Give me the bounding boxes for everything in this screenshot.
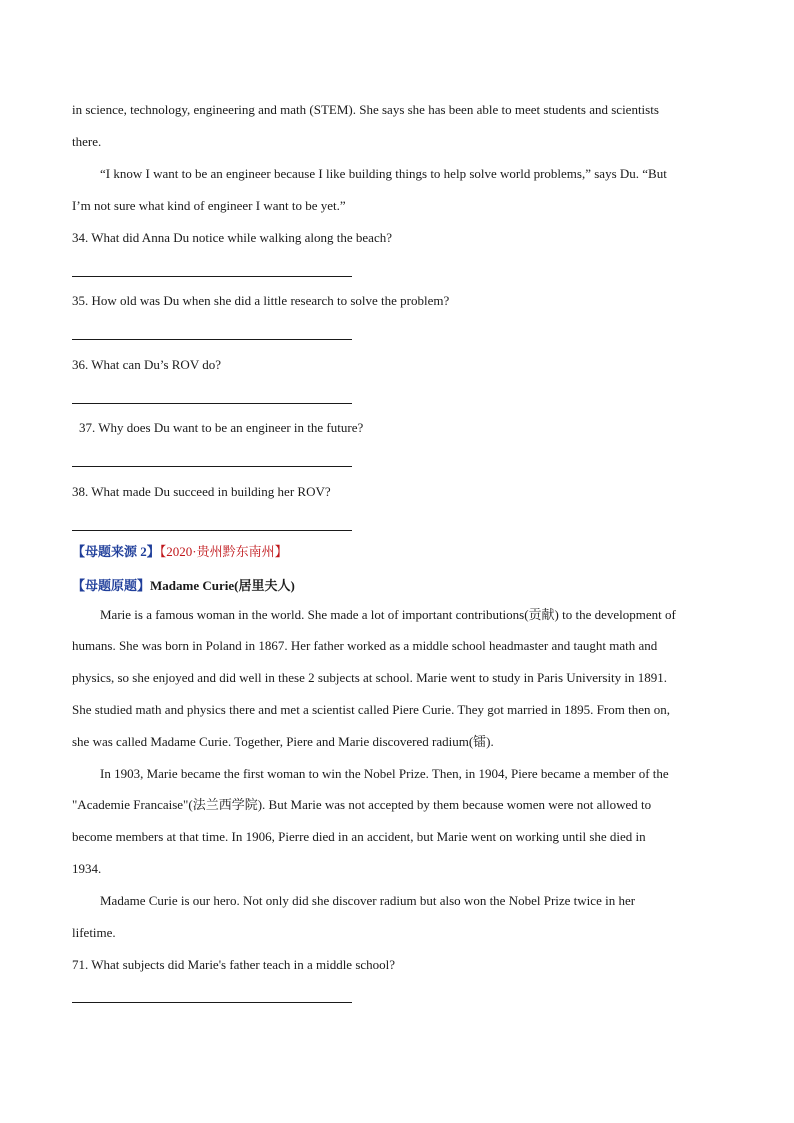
passage-line: “I know I want to be an engineer because I like building things to help solve world problems,” says Du. “But (100, 166, 667, 181)
answer-line[interactable] (72, 1002, 352, 1003)
passage-line: in science, technology, engineering and math (STEM). She says she has been able to meet students and scientists (72, 102, 659, 117)
source-detail: 【2020·贵州黔东南州】 (159, 544, 288, 559)
passage-line: She studied math and physics there and met a scientist called Piere Curie. They got married in 1895. From then on, (72, 702, 670, 717)
passage-line: there. (72, 134, 102, 149)
passage-title: Madame Curie(居里夫人) (150, 578, 295, 593)
answer-line[interactable] (72, 466, 352, 467)
question-34: 34. What did Anna Du notice while walking along the beach? (72, 230, 392, 245)
question-37: 37. Why does Du want to be an engineer in the future? (79, 420, 364, 435)
passage-line: "Academie Francaise"(法兰西学院). But Marie was not accepted by them because women were not allowed to (72, 797, 652, 812)
source-heading (72, 541, 288, 560)
original-label: 【母题原题】 (72, 578, 151, 593)
passage-line: In 1903, Marie became the first woman to win the Nobel Prize. Then, in 1904, Piere became a member of the (100, 766, 669, 781)
question-71: 71. What subjects did Marie's father teach in a middle school? (72, 957, 396, 972)
source-label: 【母题来源 2】 (72, 544, 160, 559)
passage-line: humans. She was born in Poland in 1867. Her father worked as a middle school headmaster and taught math and (72, 638, 658, 653)
passage-line: physics, so she enjoyed and did well in these 2 subjects at school. Marie went to study in Paris University in 1891. (72, 670, 668, 685)
question-35: 35. How old was Du when she did a little research to solve the problem? (72, 293, 450, 308)
answer-line[interactable] (72, 403, 352, 404)
answer-line[interactable] (72, 339, 352, 340)
passage-line: I’m not sure what kind of engineer I want to be yet.” (72, 198, 346, 213)
answer-line[interactable] (72, 276, 352, 277)
passage-line: 1934. (72, 861, 102, 876)
question-38: 38. What made Du succeed in building her ROV? (72, 484, 331, 499)
passage-line: she was called Madame Curie. Together, Piere and Marie discovered radium(镭). (72, 734, 494, 749)
answer-line[interactable] (72, 530, 352, 531)
passage-line: Marie is a famous woman in the world. She made a lot of important contributions(贡献) to the development of (100, 607, 676, 622)
question-36: 36. What can Du’s ROV do? (72, 357, 221, 372)
passage-line: become members at that time. In 1906, Pierre died in an accident, but Marie went on working until she died in (72, 829, 646, 844)
passage-line: lifetime. (72, 925, 116, 940)
passage-line: Madame Curie is our hero. Not only did she discover radium but also won the Nobel Prize twice in her (100, 893, 636, 908)
original-heading (72, 575, 295, 594)
